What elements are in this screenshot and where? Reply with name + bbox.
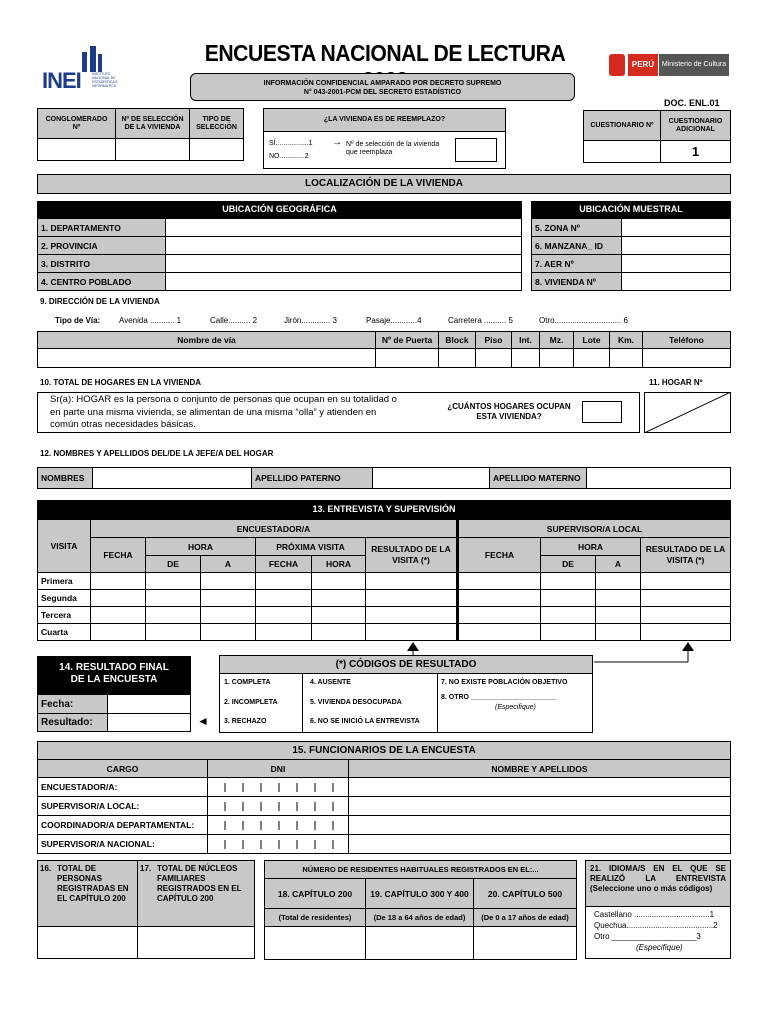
manzana-input[interactable] bbox=[622, 237, 731, 255]
col-nombre-via: Nombre de vía bbox=[38, 332, 376, 349]
direccion-table bbox=[37, 331, 731, 368]
table-row bbox=[38, 573, 731, 590]
aer-input[interactable] bbox=[622, 255, 731, 273]
fecha-final-label: Fecha: bbox=[38, 695, 108, 714]
q18-input[interactable] bbox=[265, 927, 366, 960]
distrito-label: 3. DISTRITO bbox=[38, 255, 166, 273]
peru-shield-icon bbox=[609, 54, 625, 76]
conglomerado-label: CONGLOMERADO Nº bbox=[38, 109, 116, 139]
distrito-input[interactable] bbox=[166, 255, 522, 273]
nombre-input[interactable] bbox=[349, 778, 731, 797]
resultado-final-label: Resultado: bbox=[38, 714, 108, 732]
sup-a-header: A bbox=[596, 556, 641, 573]
cell-input[interactable] bbox=[146, 573, 201, 590]
hogar-n-box[interactable] bbox=[644, 392, 731, 433]
visita-row-label: Segunda bbox=[38, 590, 91, 607]
codigo-5: 5. VIVIENDA DESOCUPADA bbox=[310, 699, 402, 706]
residentes-title: NÚMERO DE RESIDENTES HABITUALES REGISTRADOS EN EL:... bbox=[265, 861, 577, 879]
q18-label: 18. CAPÍTULO 200 bbox=[265, 879, 366, 909]
cell-input[interactable] bbox=[91, 624, 146, 641]
cell-input[interactable] bbox=[201, 590, 256, 607]
prox-fecha-header: FECHA bbox=[256, 556, 312, 573]
adicional-label: CUESTIONARIO ADICIONAL bbox=[661, 111, 731, 141]
col-mz: Mz. bbox=[540, 332, 574, 349]
reemplazo-si-option[interactable]: SÍ.................1 bbox=[269, 140, 313, 147]
manzana-label: 6. MANZANA_ ID bbox=[532, 237, 622, 255]
cell-input[interactable] bbox=[312, 573, 366, 590]
materno-input[interactable] bbox=[587, 468, 731, 489]
conglomerado-input[interactable] bbox=[38, 139, 116, 161]
reemplaza-label: Nº de selección de la vivienda que reemplaza bbox=[346, 141, 440, 156]
cell-input[interactable] bbox=[146, 590, 201, 607]
nombre-input[interactable] bbox=[349, 835, 731, 854]
cell-input[interactable] bbox=[641, 624, 731, 641]
cell-input[interactable] bbox=[146, 624, 201, 641]
q16-input[interactable] bbox=[37, 926, 138, 959]
hogar-definition: Sr(a): HOGAR es la persona o conjunto de personas que ocupan en su totalidad o en parte una misma vivienda, se alimentan de una misma “olla” y atienden en común otras necesidades básicas. bbox=[50, 394, 397, 430]
codigos-box bbox=[219, 673, 593, 733]
muestral-table bbox=[531, 218, 731, 291]
cell-input[interactable] bbox=[312, 624, 366, 641]
a-header: A bbox=[201, 556, 256, 573]
q17-box: 17. TOTAL DE NÚCLEOS FAMILIARES REGISTRADOS EN EL CAPÍTULO 200 bbox=[137, 860, 255, 927]
table-row bbox=[38, 797, 731, 816]
zona-input[interactable] bbox=[622, 219, 731, 237]
jefe-title: 12. NOMBRES Y APELLIDOS DEL/DE LA JEFE/A DEL HOGAR bbox=[40, 449, 274, 458]
visita-row-label: Cuarta bbox=[38, 624, 91, 641]
seleccion-input[interactable] bbox=[116, 139, 190, 161]
q16-label: TOTAL DE PERSONAS REGISTRADAS EN EL CAPÍTULO 200 bbox=[57, 864, 129, 903]
sup-de-header: DE bbox=[541, 556, 596, 573]
proxima-visita-header: PRÓXIMA VISITA bbox=[256, 538, 366, 556]
entrevista-table bbox=[37, 519, 731, 641]
codigo-6: 6. NO SE INICIÓ LA ENTREVISTA bbox=[310, 718, 420, 725]
tipo-via-label: Tipo de Vía: bbox=[55, 316, 101, 325]
resultado-final-title: 14. RESULTADO FINAL DE LA ENCUESTA bbox=[37, 656, 191, 694]
cell-input[interactable] bbox=[641, 590, 731, 607]
via-option-carretera[interactable]: Carretera .......... 5 bbox=[448, 316, 513, 325]
adicional-value[interactable]: 1 bbox=[661, 141, 731, 163]
cell-input[interactable] bbox=[458, 573, 541, 590]
col-km: Km. bbox=[610, 332, 643, 349]
supervisor-header: SUPERVISOR/A LOCAL bbox=[458, 520, 731, 538]
cell-input[interactable] bbox=[596, 590, 641, 607]
col-lote: Lote bbox=[574, 332, 610, 349]
cell-input[interactable] bbox=[458, 607, 541, 624]
departamento-label: 1. DEPARTAMENTO bbox=[38, 219, 166, 237]
col-telefono: Teléfono bbox=[643, 332, 731, 349]
km-input[interactable] bbox=[610, 349, 643, 368]
peru-badge: PERÚ bbox=[628, 54, 658, 76]
provincia-input[interactable] bbox=[166, 237, 522, 255]
block-input[interactable] bbox=[439, 349, 476, 368]
direccion-title: 9. DIRECCIÓN DE LA VIVIENDA bbox=[40, 297, 160, 306]
cell-input[interactable] bbox=[91, 607, 146, 624]
cell-input[interactable] bbox=[541, 607, 596, 624]
table-row bbox=[38, 607, 731, 624]
de-header: DE bbox=[146, 556, 201, 573]
mz-input[interactable] bbox=[540, 349, 574, 368]
centro-poblado-input[interactable] bbox=[166, 273, 522, 291]
cargo-label: SUPERVISOR/A LOCAL: bbox=[38, 797, 208, 816]
visita-row-label: Tercera bbox=[38, 607, 91, 624]
residentes-table bbox=[264, 860, 577, 960]
q17-input[interactable] bbox=[137, 926, 255, 959]
visita-header: VISITA bbox=[38, 520, 91, 573]
puerta-input[interactable] bbox=[376, 349, 439, 368]
hogares-question: ¿CUÁNTOS HOGARES OCUPAN ESTA VIVIENDA? bbox=[447, 402, 571, 421]
seleccion-label: Nº DE SELECCIÓN DE LA VIVIENDA bbox=[116, 109, 190, 139]
page-title: ENCUESTA NACIONAL DE LECTURA bbox=[204, 40, 566, 66]
cell-input[interactable] bbox=[641, 573, 731, 590]
cell-input[interactable] bbox=[201, 607, 256, 624]
cell-input[interactable] bbox=[366, 607, 458, 624]
tipo-label: TIPO DE SELECCIÓN bbox=[190, 109, 244, 139]
codigos-title: (*) CÓDIGOS DE RESULTADO bbox=[219, 655, 593, 674]
centro-poblado-label: 4. CENTRO POBLADO bbox=[38, 273, 166, 291]
cell-input[interactable] bbox=[256, 624, 312, 641]
fecha-final-input[interactable] bbox=[108, 695, 191, 714]
cell-input[interactable] bbox=[312, 607, 366, 624]
encuestador-header: ENCUESTADOR/A bbox=[91, 520, 458, 538]
cell-input[interactable] bbox=[641, 607, 731, 624]
q20-label: 20. CAPÍTULO 500 bbox=[474, 879, 577, 909]
reemplazo-header: ¿LA VIVIENDA ES DE REEMPLAZO? bbox=[263, 108, 506, 132]
codigo-8: 8. OTRO ______________________ bbox=[441, 694, 557, 701]
resultado-final-input[interactable] bbox=[108, 714, 191, 732]
cell-input[interactable] bbox=[201, 573, 256, 590]
cell-input[interactable] bbox=[146, 607, 201, 624]
cell-input[interactable] bbox=[91, 573, 146, 590]
materno-label: APELLIDO MATERNO bbox=[490, 468, 587, 489]
muestral-title: UBICACIÓN MUESTRAL bbox=[531, 201, 731, 218]
table-row bbox=[38, 816, 731, 835]
cuestionario-label: CUESTIONARIO Nº bbox=[584, 111, 661, 141]
via-option-pasaje[interactable]: Pasaje............4 bbox=[366, 316, 422, 325]
cargo-label: SUPERVISOR/A NACIONAL: bbox=[38, 835, 208, 854]
confidential-notice: INFORMACIÓN CONFIDENCIAL AMPARADO POR DECRETO SUPREMO N° 043-2001-PCM DEL SECRETO ESTADÍSTICO bbox=[190, 73, 575, 101]
q16-box: 16. TOTAL DE PERSONAS REGISTRADAS EN EL CAPÍTULO 200 bbox=[37, 860, 138, 927]
sup-fecha-header: FECHA bbox=[458, 538, 541, 573]
cell-input[interactable] bbox=[256, 590, 312, 607]
cell-input[interactable] bbox=[91, 590, 146, 607]
q21-options bbox=[585, 906, 731, 959]
sup-resultado-header: RESULTADO DE LA VISITA (*) bbox=[641, 538, 731, 573]
cargo-label: COORDINADOR/A DEPARTAMENTAL: bbox=[38, 816, 208, 835]
inei-logo-subtext: INSTITUTO NACIONAL DE ESTADÍSTICA E INFORMÁTICA bbox=[92, 72, 118, 88]
q19-label: 19. CAPÍTULO 300 Y 400 bbox=[366, 879, 474, 909]
int-input[interactable] bbox=[512, 349, 540, 368]
visita-row-label: Primera bbox=[38, 573, 91, 590]
idioma-otro[interactable]: Otro ___________________3 bbox=[594, 932, 701, 941]
cell-input[interactable] bbox=[596, 624, 641, 641]
cell-input[interactable] bbox=[201, 624, 256, 641]
codigo-4: 4. AUSENTE bbox=[310, 679, 351, 686]
prox-hora-header: HORA bbox=[312, 556, 366, 573]
codigo-2: 2. INCOMPLETA bbox=[224, 699, 278, 706]
q20-sub: (De 0 a 17 años de edad) bbox=[474, 909, 577, 927]
localizacion-title: LOCALIZACIÓN DE LA VIVIENDA bbox=[37, 174, 731, 194]
idioma-castellano[interactable]: Castellano ..................................1 bbox=[594, 910, 715, 919]
cell-input[interactable] bbox=[366, 624, 458, 641]
cell-input[interactable] bbox=[256, 573, 312, 590]
table-row bbox=[38, 778, 731, 797]
paterno-input[interactable] bbox=[373, 468, 490, 489]
inei-logo-text: INEI bbox=[42, 68, 81, 93]
cargo-header: CARGO bbox=[38, 760, 208, 778]
telefono-input[interactable] bbox=[643, 349, 731, 368]
via-option-otro[interactable]: Otro.............................. 6 bbox=[539, 316, 628, 325]
departamento-input[interactable] bbox=[166, 219, 522, 237]
arrow-right-icon: → bbox=[332, 137, 342, 148]
col-block: Block bbox=[439, 332, 476, 349]
inei-logo bbox=[42, 44, 132, 92]
cargo-label: ENCUESTADOR/A: bbox=[38, 778, 208, 797]
q17-label: TOTAL DE NÚCLEOS FAMILIARES REGISTRADOS EN EL CAPÍTULO 200 bbox=[157, 864, 242, 903]
vivienda-input[interactable] bbox=[622, 273, 731, 291]
cell-input[interactable] bbox=[458, 624, 541, 641]
entrevista-title: 13. ENTREVISTA Y SUPERVISIÓN bbox=[37, 500, 731, 519]
hogares-title: 10. TOTAL DE HOGARES EN LA VIVIENDA bbox=[40, 378, 202, 387]
cell-input[interactable] bbox=[312, 590, 366, 607]
col-int: Int. bbox=[512, 332, 540, 349]
cell-input[interactable] bbox=[596, 573, 641, 590]
resultado-final-table bbox=[37, 694, 191, 732]
cell-input[interactable] bbox=[366, 590, 458, 607]
reemplaza-input[interactable] bbox=[455, 138, 497, 162]
codigo-3: 3. RECHAZO bbox=[224, 718, 267, 725]
idioma-quechua[interactable]: Quechua.......................................2 bbox=[594, 921, 718, 930]
codigo-especifique: (Especifique) bbox=[495, 704, 536, 711]
via-option-calle[interactable]: Calle.......... 2 bbox=[210, 316, 258, 325]
codigo-7: 7. NO EXISTE POBLACIÓN OBJETIVO bbox=[441, 679, 568, 686]
nombre-input[interactable] bbox=[349, 816, 731, 835]
geo-title: UBICACIÓN GEOGRÁFICA bbox=[37, 201, 522, 218]
nombres-input[interactable] bbox=[93, 468, 252, 489]
hogares-input[interactable] bbox=[582, 401, 622, 423]
cell-input[interactable] bbox=[541, 573, 596, 590]
fecha-header: FECHA bbox=[91, 538, 146, 573]
nombre-header: NOMBRE Y APELLIDOS bbox=[349, 760, 731, 778]
doc-code: DOC. ENL.01 bbox=[664, 98, 720, 108]
hogares-box bbox=[37, 392, 640, 433]
paterno-label: APELLIDO PATERNO bbox=[252, 468, 373, 489]
provincia-label: 2. PROVINCIA bbox=[38, 237, 166, 255]
funcionarios-table bbox=[37, 759, 731, 854]
nombres-label: NOMBRES bbox=[38, 468, 93, 489]
cell-input[interactable] bbox=[366, 573, 458, 590]
reemplazo-box bbox=[263, 131, 506, 169]
table-row bbox=[38, 624, 731, 641]
q20-input[interactable] bbox=[474, 927, 577, 960]
reemplazo-no-option[interactable]: NO.............2 bbox=[269, 153, 309, 160]
geo-table bbox=[37, 218, 522, 291]
cuestionario-table bbox=[583, 110, 731, 163]
cell-input[interactable] bbox=[256, 607, 312, 624]
aer-label: 7. AER Nº bbox=[532, 255, 622, 273]
zona-label: 5. ZONA Nº bbox=[532, 219, 622, 237]
funcionarios-title: 15. FUNCIONARIOS DE LA ENCUESTA bbox=[37, 741, 731, 760]
tipo-input[interactable] bbox=[190, 139, 244, 161]
arrow-left-icon: ◄ bbox=[197, 714, 209, 728]
nombre-via-input[interactable] bbox=[38, 349, 376, 368]
idioma-especifique: (Especifique) bbox=[636, 943, 683, 952]
hora-header: HORA bbox=[146, 538, 256, 556]
resultado-header: RESULTADO DE LA VISITA (*) bbox=[366, 538, 458, 573]
cuestionario-input[interactable] bbox=[584, 141, 661, 163]
via-option-jiron[interactable]: Jirón............. 3 bbox=[284, 316, 337, 325]
q19-input[interactable] bbox=[366, 927, 474, 960]
q21-box bbox=[585, 860, 731, 907]
sup-hora-header: HORA bbox=[541, 538, 641, 556]
nombre-input[interactable] bbox=[349, 797, 731, 816]
vivienda-label: 8. VIVIENDA Nº bbox=[532, 273, 622, 291]
dni-header: DNI bbox=[208, 760, 349, 778]
dni-tick-marks bbox=[207, 777, 347, 857]
codigo-1: 1. COMPLETA bbox=[224, 679, 271, 686]
q21-label: 21. IDIOMA/S EN EL QUE SE REALIZÓ LA ENTREVISTA (Seleccione uno o más códigos) bbox=[590, 864, 726, 893]
table-row bbox=[38, 590, 731, 607]
cell-input[interactable] bbox=[596, 607, 641, 624]
col-puerta: Nº de Puerta bbox=[376, 332, 439, 349]
piso-input[interactable] bbox=[476, 349, 512, 368]
lote-input[interactable] bbox=[574, 349, 610, 368]
hogar-n-label: 11. HOGAR Nº bbox=[649, 378, 703, 387]
q18-sub: (Total de residentes) bbox=[265, 909, 366, 927]
col-piso: Piso bbox=[476, 332, 512, 349]
cell-input[interactable] bbox=[541, 590, 596, 607]
vivienda-id-table bbox=[37, 108, 244, 161]
jefe-table bbox=[37, 467, 731, 489]
cell-input[interactable] bbox=[541, 624, 596, 641]
via-option-avenida[interactable]: Avenida ........... 1 bbox=[119, 316, 182, 325]
ministry-badge: Ministerio de Cultura bbox=[659, 54, 729, 76]
table-row bbox=[38, 835, 731, 854]
cell-input[interactable] bbox=[458, 590, 541, 607]
q19-sub: (De 18 a 64 años de edad) bbox=[366, 909, 474, 927]
